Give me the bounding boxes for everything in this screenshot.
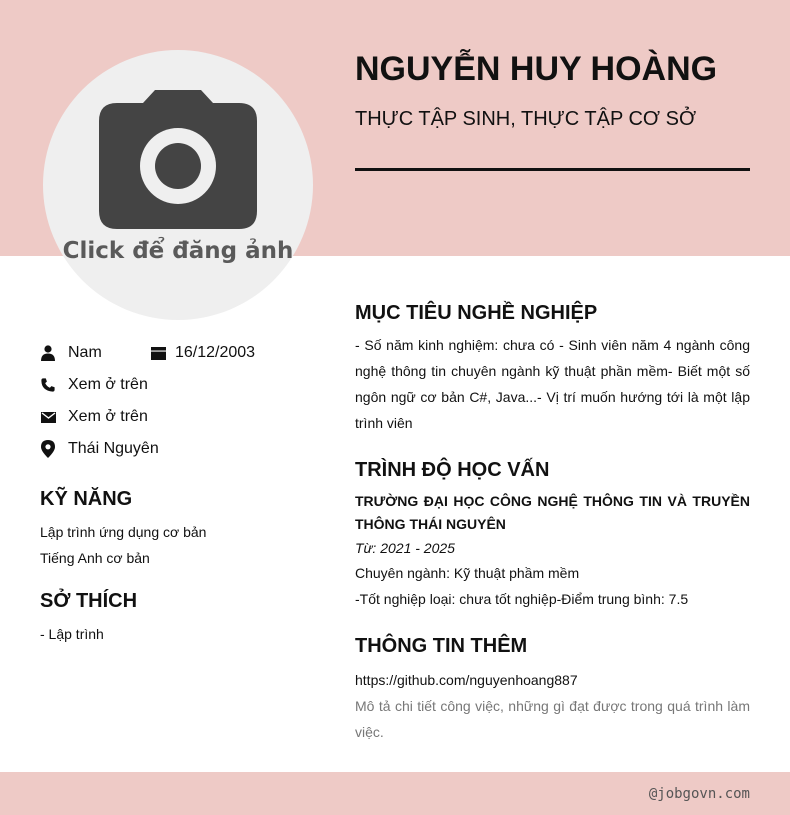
birthday-row	[150, 342, 255, 364]
education-period: Từ: 2021 - 2025	[355, 540, 455, 556]
github-link[interactable]: https://github.com/nguyenhoang887	[355, 672, 578, 688]
skill-item: Lập trình ứng dụng cơ bản	[40, 524, 207, 540]
additional-heading: THÔNG TIN THÊM	[355, 635, 528, 657]
address-row	[40, 438, 159, 460]
location-pin-icon	[40, 440, 56, 458]
education-major: Chuyên ngành: Kỹ thuật phầm mềm	[355, 565, 580, 581]
footer-brand: @jobgovn.com	[648, 786, 750, 802]
calendar-icon	[150, 344, 166, 362]
education-result: -Tốt nghiệp loại: chưa tốt nghiệp-Điểm trung bình: 7.5	[355, 591, 689, 607]
hobbies-heading: SỞ THÍCH	[40, 590, 138, 612]
camera-icon	[97, 90, 259, 230]
candidate-name: NGUYỄN HUY HOÀNG	[355, 50, 718, 88]
header-divider	[355, 168, 750, 171]
phone-value: Xem ở trên	[68, 376, 148, 393]
objective-heading: MỤC TIÊU NGHỀ NGHIỆP	[355, 302, 598, 324]
phone-row	[40, 374, 148, 396]
school-name: TRƯỜNG ĐẠI HỌC CÔNG NGHỆ THÔNG TIN VÀ TRUYỀN THÔNG THÁI NGUYÊN	[355, 493, 750, 532]
phone-icon	[40, 376, 56, 394]
hobby-item: - Lập trình	[40, 626, 104, 642]
education-heading: TRÌNH ĐỘ HỌC VẤN	[355, 459, 550, 481]
skills-heading: KỸ NĂNG	[40, 488, 133, 510]
gender-row	[40, 342, 102, 364]
email-row	[40, 406, 148, 428]
photo-upload-area[interactable]	[43, 50, 313, 320]
skill-item: Tiếng Anh cơ bản	[40, 550, 150, 566]
photo-upload-label: Click để đăng ảnh	[62, 238, 294, 264]
additional-description: Mô tả chi tiết công việc, những gì đạt được trong quá trình làm việc.	[355, 698, 750, 740]
email-value: Xem ở trên	[68, 408, 148, 425]
birthday-value: 16/12/2003	[175, 344, 256, 361]
objective-text: - Số năm kinh nghiệm: chưa có - Sinh viên năm 4 ngành công nghệ thông tin chuyên ngành kỹ thuật phần mềm- Biết một số ngôn ngữ cơ bản C#, Java...- Vị trí muốn hướng tới là một lập trình viên	[355, 337, 750, 431]
mail-icon	[40, 408, 56, 426]
person-icon	[40, 344, 56, 362]
candidate-role: THỰC TẬP SINH, THỰC TẬP CƠ SỞ	[355, 108, 697, 130]
gender-value: Nam	[68, 344, 102, 361]
address-value: Thái Nguyên	[68, 440, 159, 457]
